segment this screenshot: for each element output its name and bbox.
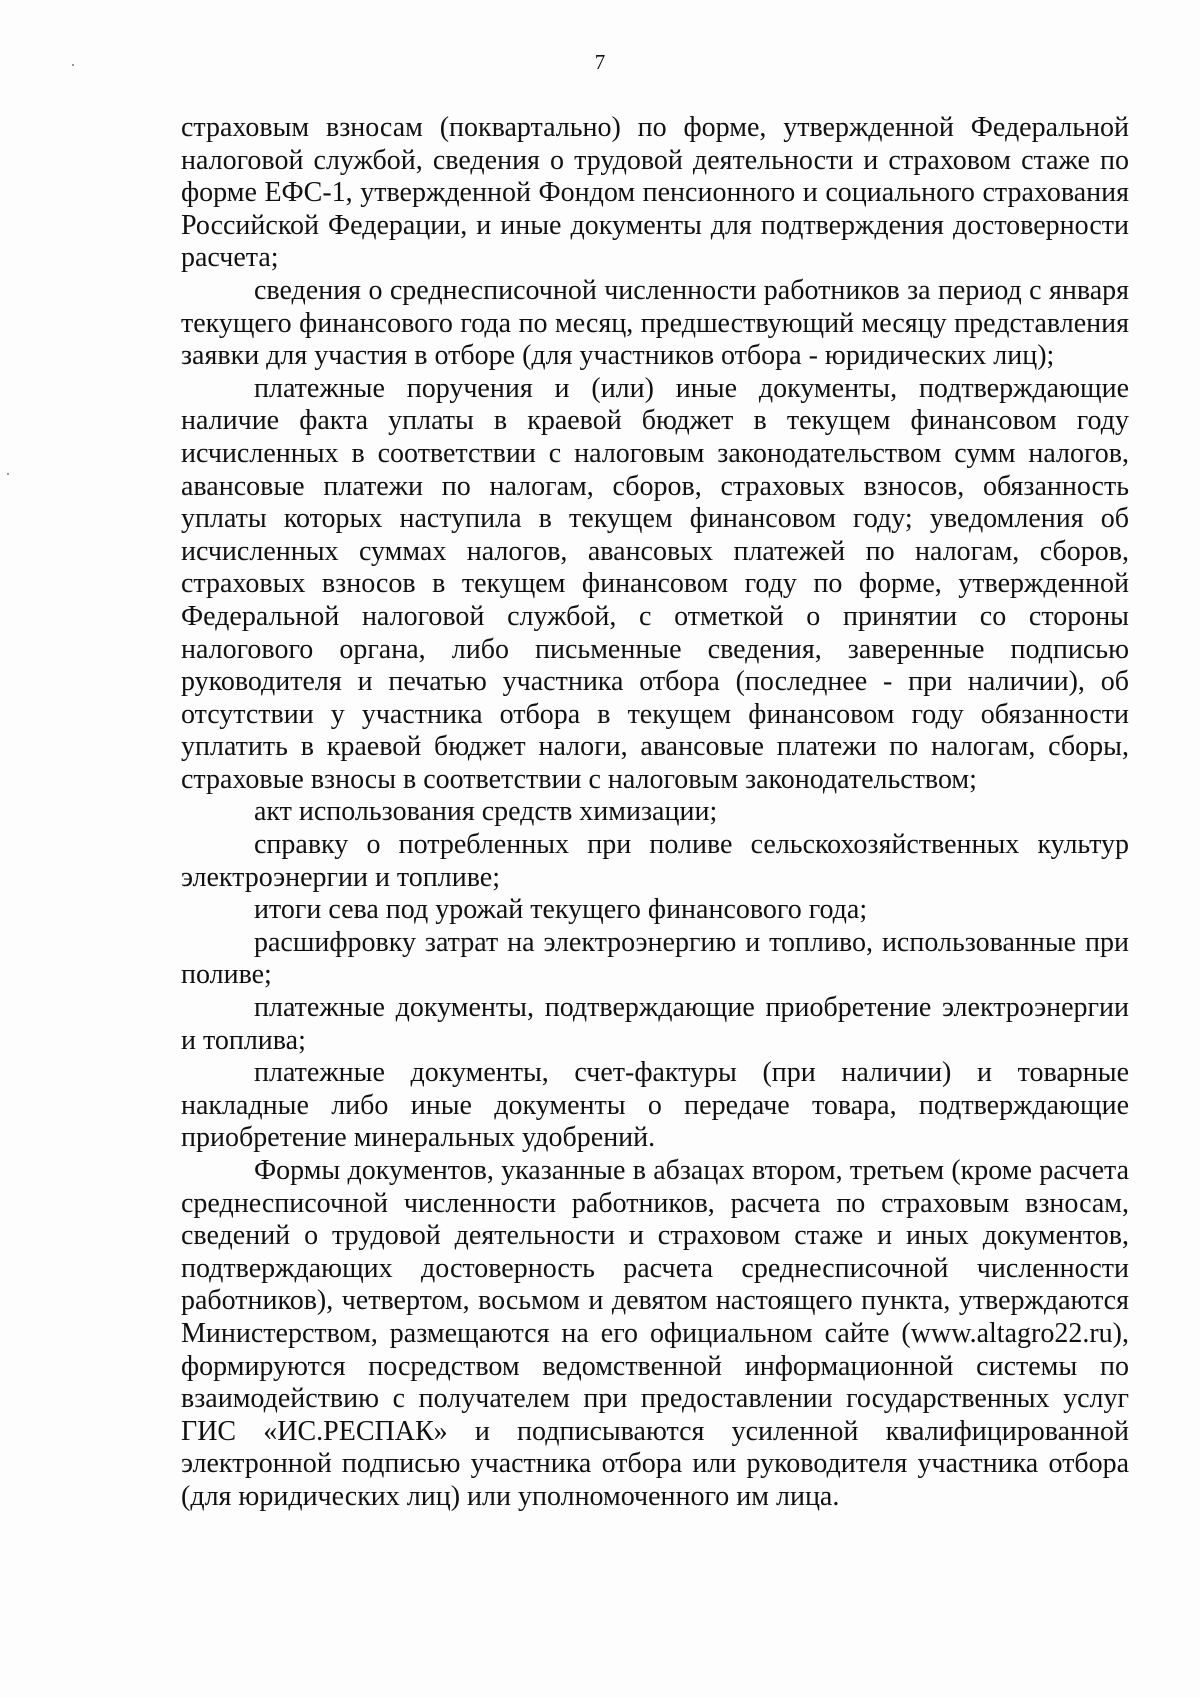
document-body [181, 112, 1129, 1514]
paragraph: Формы документов, указанные в абзацах втором, третьем (кроме расчета среднесписочной численности работников, расчета по страховым взносам, сведений о трудовой деятельности и страховом стаже и иных документов, подтверждающих достоверность расчета среднесписочной численности работников), четвертом, восьмом и девятом настоящего пункта, утверждаются Министерством, размещаются на его официальном сайте (www.altagro22.ru), формируются посредством ведомственной информационной системы по взаимодействию с получателем при предоставлении государственных услуг ГИС «ИС.РЕСПАК» и подписываются усиленной квалифицированной электронной подписью участника отбора или руководителя участника отбора (для юридических лиц) или уполномоченного им лица. [181, 1155, 1129, 1512]
paragraph: итоги сева под урожай текущего финансового года; [254, 894, 868, 926]
paragraph: акт использования средств химизации; [254, 796, 718, 828]
paragraph: сведения о среднесписочной численности работников за период с января текущего финансового года по месяц, предшествующий месяцу представления заявки для участия в отборе (для участников отбора - юридических лиц); [181, 274, 1129, 372]
scan-speck [7, 473, 9, 475]
paragraph: страховым взносам (поквартально) по форме, утвержденной Федеральной налоговой службой, сведения о трудовой деятельности и страховом стаже по форме ЕФС-1, утвержденной Фондом пенсионного и социального страхования Российской Федерации, и иные документы для подтверждения достоверности расчета; [181, 112, 1129, 274]
scan-speck [72, 64, 74, 66]
paragraph: платежные документы, счет-фактуры (при наличии) и товарные накладные либо иные документы о передаче товара, подтверждающие приобретение минеральных удобрений. [181, 1057, 1129, 1154]
paragraph: платежные поручения и (или) иные документы, подтверждающие наличие факта уплаты в краевой бюджет в текущем финансовом году исчисленных в соответствии с налоговым законодательством сумм налогов, авансовые платежи по налогам, сборов, страховых взносов, обязанность уплаты которых наступила в текущем финансовом году; уведомления об исчисленных суммах налогов, авансовых платежей по налогам, сборов, страховых взносов в текущем финансовом году по форме, утвержденной Федеральной налоговой службой, с отметкой о принятии со стороны налогового органа, либо письменные сведения, заверенные подписью руководителя и печатью участника отбора (последнее - при наличии), об отсутствии у участника отбора в текущем финансовом году обязанности уплатить в краевой бюджет налоги, авансовые платежи по налогам, сборы, страховые взносы в соответствии с налоговым законодательством; [181, 372, 1129, 795]
paragraph: справку о потребленных при поливе сельскохозяйственных культур электроэнергии и топливе; [181, 829, 1129, 893]
paragraph: расшифровку затрат на электроэнергию и топливо, использованные при поливе; [181, 926, 1129, 991]
page-number: 7 [594, 50, 606, 74]
paragraph: платежные документы, подтверждающие приобретение электроэнергии и топлива; [181, 992, 1129, 1056]
